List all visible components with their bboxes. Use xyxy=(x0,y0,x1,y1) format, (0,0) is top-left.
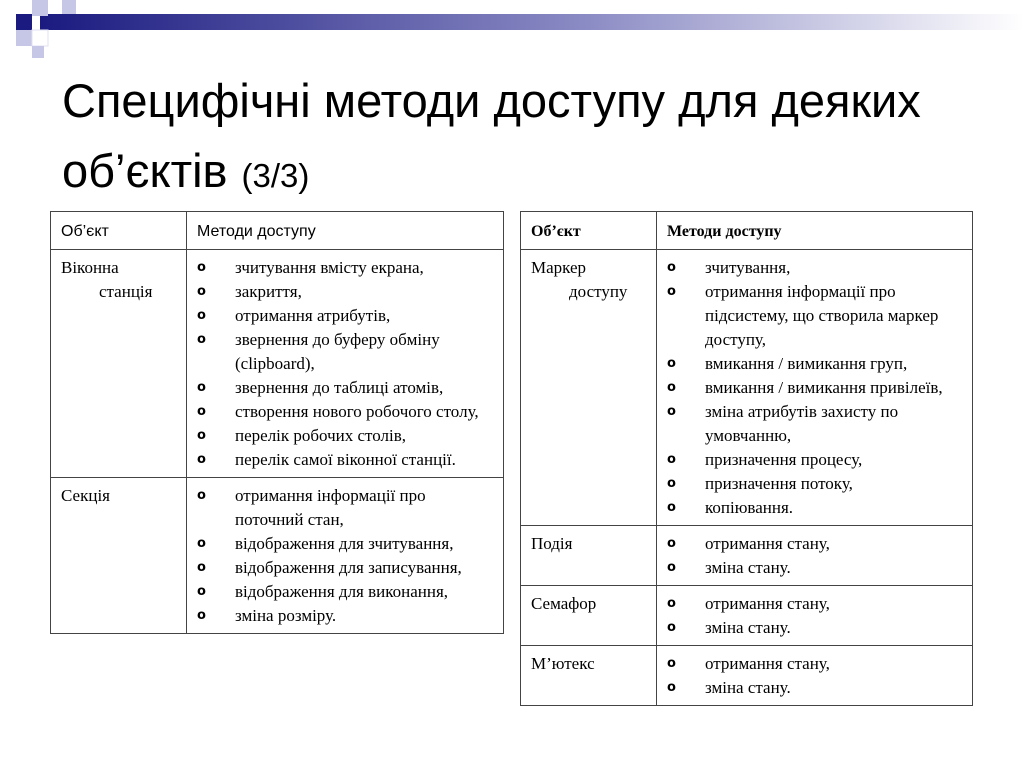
bullet-icon: o xyxy=(197,608,206,623)
bullet-icon: o xyxy=(197,488,206,503)
object-name: станція xyxy=(99,282,153,301)
object-name: Маркер xyxy=(531,258,587,277)
access-methods-table-right xyxy=(520,211,973,706)
access-methods-table-left xyxy=(50,211,504,634)
header-decoration xyxy=(0,0,1024,70)
method-item: o відображення для виконання, xyxy=(197,580,495,604)
table-header-row xyxy=(51,212,504,250)
header-methods: Методи доступу xyxy=(187,212,504,250)
table-row xyxy=(521,646,973,706)
method-item: o зчитування, xyxy=(667,256,964,280)
deco-square-light xyxy=(32,46,44,58)
bullet-icon: o xyxy=(197,428,206,443)
method-item: o відображення для зчитування, xyxy=(197,532,495,556)
table-row xyxy=(521,586,973,646)
method-item: o призначення потоку, xyxy=(667,472,964,496)
method-item: o відображення для записування, xyxy=(197,556,495,580)
object-name: Подія xyxy=(531,534,573,553)
method-item: o створення нового робочого столу, xyxy=(197,400,495,424)
bullet-icon: o xyxy=(197,452,206,467)
table-header-row xyxy=(521,212,973,250)
bullet-icon: o xyxy=(197,536,206,551)
method-item: o зміна атрибутів захисту по умовчанню, xyxy=(667,402,899,445)
method-item: o звернення до буферу обміну (clipboard), xyxy=(197,330,440,373)
method-item: o вмикання / вимикання груп, xyxy=(667,352,964,376)
deco-square-light xyxy=(62,0,76,14)
header-methods: Методи доступу xyxy=(657,212,973,250)
object-cell xyxy=(521,250,657,526)
method-item: o зміна розміру. xyxy=(197,604,495,628)
object-cell xyxy=(521,526,657,586)
deco-square-light xyxy=(32,0,48,16)
bullet-icon: o xyxy=(667,356,676,371)
deco-square-light xyxy=(16,30,32,46)
bullet-icon: o xyxy=(667,476,676,491)
method-item: o отримання інформації про підсистему, що створила маркер доступу, xyxy=(667,282,939,349)
bullet-icon: o xyxy=(667,500,676,515)
bullet-icon: o xyxy=(197,560,206,575)
bullet-icon: o xyxy=(667,656,676,671)
methods-cell xyxy=(187,250,504,478)
method-item: o отримання стану, xyxy=(667,592,964,616)
method-item: o закриття, xyxy=(197,280,495,304)
bullet-icon: o xyxy=(667,620,676,635)
slide-title-text: Специфічні методи доступу для деяких об’єктів xyxy=(62,74,921,197)
object-cell xyxy=(51,478,187,634)
table-row xyxy=(521,526,973,586)
header-object: Об’єкт xyxy=(521,212,657,250)
header-gradient-band xyxy=(40,14,1024,30)
object-name: М’ютекс xyxy=(531,654,595,673)
method-item: o отримання інформації про поточний стан, xyxy=(197,486,426,529)
method-item: o зміна стану. xyxy=(667,616,964,640)
table-row xyxy=(521,250,973,526)
method-item: o зчитування вмісту екрана, xyxy=(197,256,495,280)
method-item: o отримання атрибутів, xyxy=(197,304,495,328)
bullet-icon: o xyxy=(197,404,206,419)
method-item: o отримання стану, xyxy=(667,532,964,556)
bullet-icon: o xyxy=(667,260,676,275)
object-name: Секція xyxy=(61,486,110,505)
bullet-icon: o xyxy=(667,596,676,611)
method-item: o зміна стану. xyxy=(667,556,964,580)
object-cell xyxy=(51,250,187,478)
table-row xyxy=(51,250,504,478)
deco-square-white xyxy=(32,30,48,46)
methods-cell xyxy=(657,586,973,646)
bullet-icon: o xyxy=(197,260,206,275)
bullet-icon: o xyxy=(667,404,676,419)
object-cell xyxy=(521,646,657,706)
bullet-icon: o xyxy=(197,332,206,347)
bullet-icon: o xyxy=(667,452,676,467)
bullet-icon: o xyxy=(197,284,206,299)
bullet-icon: o xyxy=(197,380,206,395)
object-name: Семафор xyxy=(531,594,597,613)
method-item: o перелік робочих столів, xyxy=(197,424,495,448)
object-name: Віконна xyxy=(61,258,119,277)
method-item: o звернення до таблиці атомів, xyxy=(197,376,495,400)
table-row xyxy=(51,478,504,634)
method-item: o вмикання / вимикання привілеїв, xyxy=(667,376,964,400)
methods-cell xyxy=(657,646,973,706)
method-item: o отримання стану, xyxy=(667,652,964,676)
object-name: доступу xyxy=(569,282,628,301)
bullet-icon: o xyxy=(667,536,676,551)
bullet-icon: o xyxy=(667,380,676,395)
deco-square-dark xyxy=(16,14,32,30)
methods-cell xyxy=(657,250,973,526)
method-item: o призначення процесу, xyxy=(667,448,964,472)
object-cell xyxy=(521,586,657,646)
slide-title xyxy=(62,66,1002,211)
bullet-icon: o xyxy=(667,680,676,695)
bullet-icon: o xyxy=(667,284,676,299)
header-object: Об’єкт xyxy=(51,212,187,250)
methods-cell xyxy=(187,478,504,634)
method-item: o зміна стану. xyxy=(667,676,964,700)
method-item: o перелік самої віконної станції. xyxy=(197,448,495,472)
slide-title-suffix: (3/3) xyxy=(241,157,310,194)
method-item: o копіювання. xyxy=(667,496,964,520)
bullet-icon: o xyxy=(197,308,206,323)
bullet-icon: o xyxy=(197,584,206,599)
bullet-icon: o xyxy=(667,560,676,575)
methods-cell xyxy=(657,526,973,586)
